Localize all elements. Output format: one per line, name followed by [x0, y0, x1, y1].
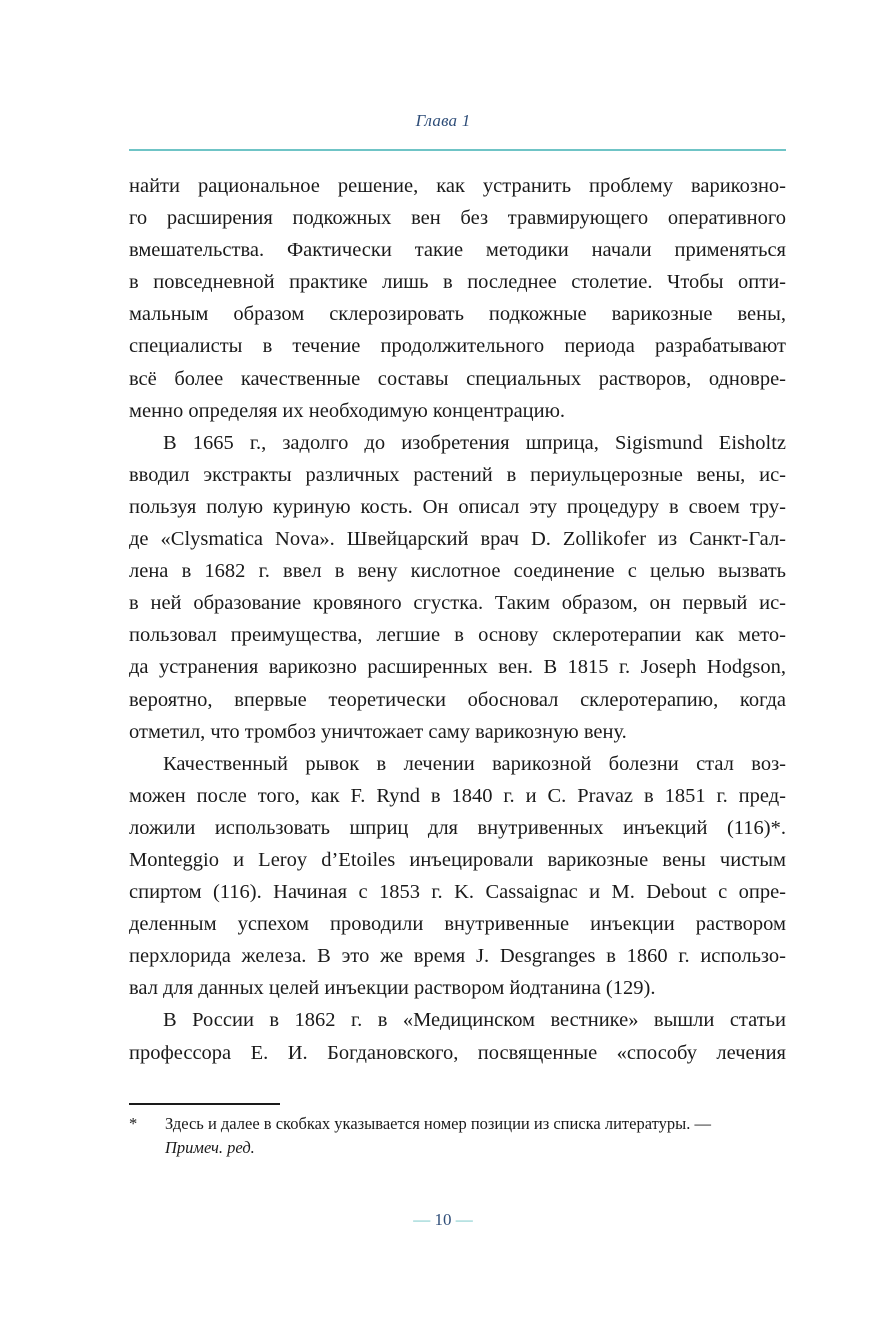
- footnote-text: [165, 1112, 786, 1160]
- footnote-mark: *: [129, 1114, 138, 1133]
- footnote-body: Здесь и далее в скобках указывается номер позиции из списка литературы. —: [165, 1114, 711, 1133]
- text-line: найти рациональное решение, как устранить проблему варикозно-: [129, 175, 786, 197]
- text-line: можен после того, как F. Rynd в 1840 г. и C. Pravaz в 1851 г. пред-: [129, 784, 786, 807]
- text-line: отметил, что тромбоз уничтожает саму варикозную вену.: [129, 720, 627, 743]
- text-line: де «Clysmatica Nova». Швейцарский врач D. Zollikofer из Санкт-Гал-: [129, 528, 786, 551]
- text-line: Monteggio и Leroy d’Etoiles инъецировали варикозные вены чистым: [129, 848, 786, 871]
- text-line: го расширения подкожных вен без травмирующего оперативного: [129, 207, 786, 230]
- text-line: профессора Е. И. Богдановского, посвященные «способу лечения: [129, 1041, 786, 1064]
- body-text: [129, 170, 786, 1069]
- text-line: менно определяя их необходимую концентрацию.: [129, 399, 566, 422]
- text-line: В России в 1862 г. в «Медицинском вестнике» вышли статьи: [163, 1009, 786, 1032]
- text-line: вал для данных целей инъекции раствором йодтанина (129).: [129, 977, 656, 1000]
- text-line: пользовал преимущества, легшие в основу склеротерапии как мето-: [129, 624, 786, 647]
- text-line: мальным образом склерозировать подкожные варикозные вены,: [129, 303, 786, 326]
- text-line: Качественный рывок в лечении варикозной болезни стал воз-: [163, 752, 786, 775]
- footnote: [129, 1112, 786, 1160]
- folio-dash-right: —: [455, 1210, 473, 1229]
- text-line: пользуя полую куриную кость. Он описал эту процедуру в своем тру-: [129, 495, 786, 518]
- page-number: [0, 1210, 886, 1230]
- header-rule: [129, 149, 786, 151]
- folio-number: 10: [434, 1210, 452, 1229]
- text-line: вероятно, впервые теоретически обосновал склеротерапию, когда: [129, 688, 786, 711]
- text-line: да устранения варикозно расширенных вен. В 1815 г. Joseph Hodgson,: [129, 656, 786, 679]
- running-head: Глава 1: [415, 111, 471, 130]
- footnote-rule: [129, 1103, 280, 1105]
- text-line: спиртом (116). Начиная с 1853 г. K. Cassaignac и M. Debout с опре-: [129, 881, 786, 904]
- text-line: ложили использовать шприц для внутривенных инъекций (116)*.: [129, 816, 786, 839]
- text-line: деленным успехом проводили внутривенные инъекции раствором: [129, 913, 786, 936]
- text-line: в повседневной практике лишь в последнее столетие. Чтобы опти-: [129, 271, 786, 294]
- text-line: вмешательства. Фактически такие методики начали применяться: [129, 239, 786, 262]
- text-line: В 1665 г., задолго до изобретения шприца, Sigismund Eisholtz: [163, 431, 786, 454]
- text-line: специалисты в течение продолжительного периода разрабатывают: [129, 335, 786, 358]
- folio-dash-left: —: [413, 1210, 431, 1229]
- footnote-editor-note: Примеч. ред.: [165, 1138, 255, 1157]
- text-line: в ней образование кровяного сгустка. Таким образом, он первый ис-: [129, 592, 786, 615]
- text-line: всё более качественные составы специальных растворов, одновре-: [129, 367, 786, 390]
- text-line: перхлорида железа. В это же время J. Desgranges в 1860 г. использо-: [129, 945, 786, 968]
- text-line: лена в 1682 г. ввел в вену кислотное соединение с целью вызвать: [129, 560, 786, 583]
- text-line: вводил экстракты различных растений в периульцерозные вены, ис-: [129, 463, 786, 486]
